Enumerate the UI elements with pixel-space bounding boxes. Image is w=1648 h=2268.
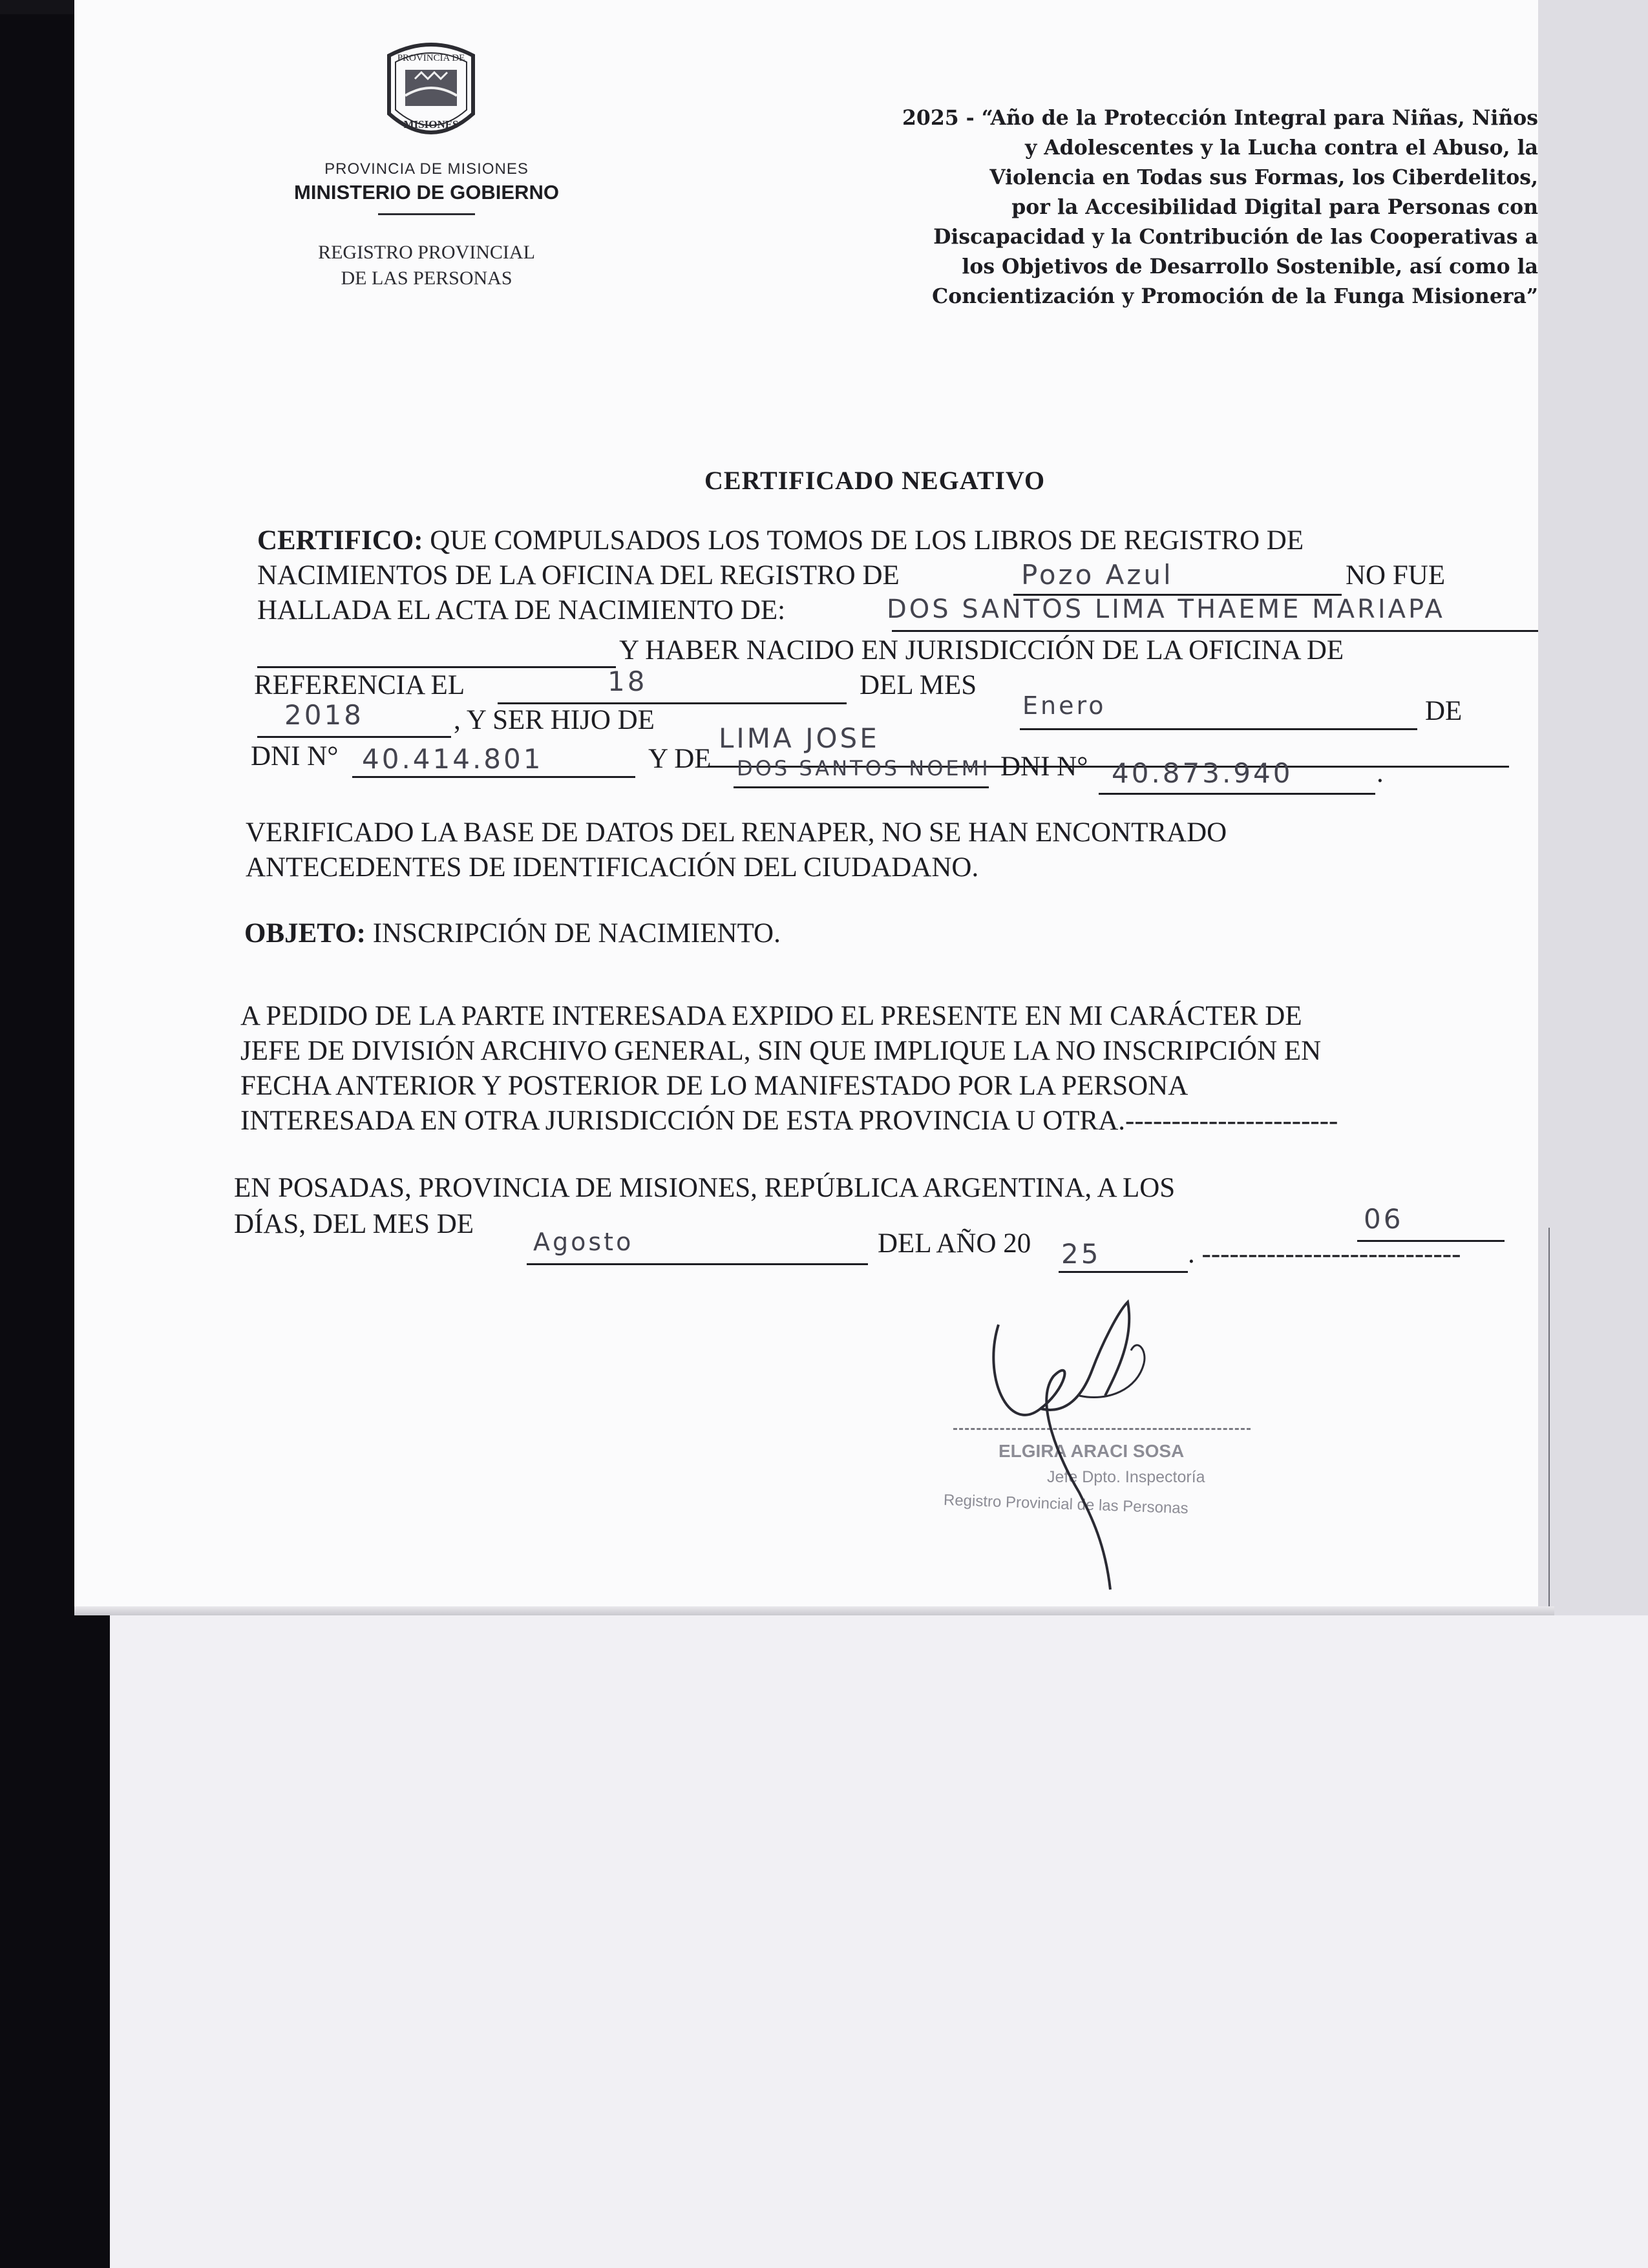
issue-month-field: Agosto — [533, 1228, 634, 1256]
mother-field-line — [734, 786, 989, 788]
renaper-line: VERIFICADO LA BASE DE DATOS DEL RENAPER, NO SE HAN ENCONTRADO — [246, 817, 1227, 848]
pedido-paragraph — [240, 999, 1546, 1139]
certifico-label: CERTIFICO: — [257, 525, 423, 556]
certificate-title: CERTIFICADO NEGATIVO — [704, 466, 1046, 495]
handwritten-signature — [969, 1299, 1202, 1602]
year-field: 2018 — [284, 699, 364, 731]
svg-text:PROVINCIA DE: PROVINCIA DE — [397, 53, 465, 63]
certifico-text-5b: DEL MES — [860, 670, 977, 700]
provincial-seal-icon — [376, 37, 486, 147]
certifico-text-7d: . — [1377, 758, 1384, 788]
pedido-line: FECHA ANTERIOR Y POSTERIOR DE LO MANIFESTADO POR LA PERSONA — [240, 1071, 1188, 1101]
issue-year-field: 25 — [1061, 1238, 1101, 1270]
motto-line: por la Accesibilidad Digital para Personas con — [1011, 195, 1538, 219]
month-field-line — [1020, 728, 1417, 730]
name-field: DOS SANTOS LIMA THAEME MARIAPA — [887, 594, 1445, 624]
certifico-text-2-end: NO FUE — [1346, 560, 1446, 591]
closing-line-1: EN POSADAS, PROVINCIA DE MISIONES, REPÚBLICA ARGENTINA, A LOS — [234, 1173, 1176, 1203]
issue-day-field: 06 — [1364, 1203, 1404, 1235]
header-rule — [378, 213, 475, 215]
motto-line: Discapacidad y la Contribución de las Cooperativas a — [933, 225, 1538, 249]
stamp-role: Jefe Dpto. Inspectoría — [1047, 1468, 1205, 1486]
registry-line-2: DE LAS PERSONAS — [341, 268, 512, 289]
renaper-paragraph — [246, 815, 1538, 885]
closing-line-2c: . ---------------------------- — [1188, 1239, 1461, 1269]
father-dni-field: 40.414.801 — [362, 743, 544, 775]
year-motto — [743, 103, 1538, 311]
pedido-line: JEFE DE DIVISIÓN ARCHIVO GENERAL, SIN QUE IMPLIQUE LA NO INSCRIPCIÓN EN — [240, 1036, 1322, 1066]
certifico-text-7b: Y DE — [648, 744, 712, 774]
ministry-label: MINISTERIO DE GOBIERNO — [294, 181, 559, 204]
certifico-text-5a: REFERENCIA EL — [254, 670, 465, 700]
certifico-line-1 — [257, 525, 1304, 556]
father-dni-line — [352, 775, 635, 778]
mother-dni-line — [1099, 792, 1375, 795]
name-field-line-2 — [257, 666, 616, 668]
issue-year-line — [1059, 1270, 1188, 1273]
objeto-text: INSCRIPCIÓN DE NACIMIENTO. — [372, 918, 781, 949]
motto-line: y Adolescentes y la Lucha contra el Abuso, la — [1024, 136, 1538, 160]
objeto-label: OBJETO: — [244, 918, 366, 949]
province-label: PROVINCIA DE MISIONES — [324, 160, 529, 178]
certifico-text-5c: DE — [1425, 696, 1463, 726]
registry-label — [233, 240, 620, 291]
header-institution — [233, 160, 620, 291]
closing-line-2a: DÍAS, DEL MES DE — [234, 1209, 474, 1239]
mother-dni-field: 40.873.940 — [1112, 757, 1293, 789]
stamp-name: ELGIRA ARACI SOSA — [998, 1441, 1185, 1461]
day-field: 18 — [607, 666, 648, 697]
registry-line-1: REGISTRO PROVINCIAL — [318, 242, 535, 263]
stamp-office: Registro Provincial de las Personas — [943, 1491, 1189, 1518]
certifico-text-3: HALLADA EL ACTA DE NACIMIENTO DE: — [257, 595, 786, 625]
pedido-line: INTERESADA EN OTRA JURISDICCIÓN DE ESTA PROVINCIA U OTRA.----------------------- — [240, 1106, 1338, 1136]
month-field: Enero — [1022, 691, 1106, 720]
closing-line-2b: DEL AÑO 20 — [878, 1228, 1031, 1259]
certifico-text-7c: DNI N° — [1000, 751, 1088, 782]
motto-line: los Objetivos de Desarrollo Sostenible, así como la — [962, 255, 1538, 278]
certifico-text-4: Y HABER NACIDO EN JURISDICCIÓN DE LA OFICINA DE — [619, 635, 1344, 666]
mother-name-field: DOS SANTOS NOEMI — [737, 756, 991, 781]
sheet-edge-shadow — [74, 1606, 1554, 1615]
objeto-paragraph — [244, 916, 1537, 951]
renaper-line: ANTECEDENTES DE IDENTIFICACIÓN DEL CIUDADANO. — [246, 852, 979, 883]
name-field-line — [892, 629, 1538, 632]
motto-line: 2025 - “Año de la Protección Integral para Niñas, Niños — [902, 106, 1538, 130]
motto-line: Violencia en Todas sus Formas, los Ciberdelitos, — [989, 165, 1538, 189]
certifico-text-7a: DNI N° — [251, 741, 339, 772]
certifico-text-1: QUE COMPULSADOS LOS TOMOS DE LOS LIBROS DE REGISTRO DE — [430, 525, 1304, 556]
office-field: Pozo Azul — [1021, 559, 1174, 591]
motto-line: Concientización y Promoción de la Funga Misionera” — [932, 284, 1538, 308]
underlying-page — [1538, 0, 1648, 1615]
certifico-text-2: NACIMIENTOS DE LA OFICINA DEL REGISTRO DE — [257, 560, 900, 591]
year-field-line — [257, 735, 451, 738]
certifico-text-6a: , Y SER HIJO DE — [454, 705, 655, 735]
underlying-sheet — [110, 1615, 1648, 2268]
issue-month-line — [527, 1263, 868, 1265]
pedido-line: A PEDIDO DE LA PARTE INTERESADA EXPIDO EL PRESENTE EN MI CARÁCTER DE — [240, 1001, 1302, 1031]
svg-text:MISIONES: MISIONES — [403, 118, 459, 131]
father-name-field: LIMA JOSE — [719, 722, 880, 754]
